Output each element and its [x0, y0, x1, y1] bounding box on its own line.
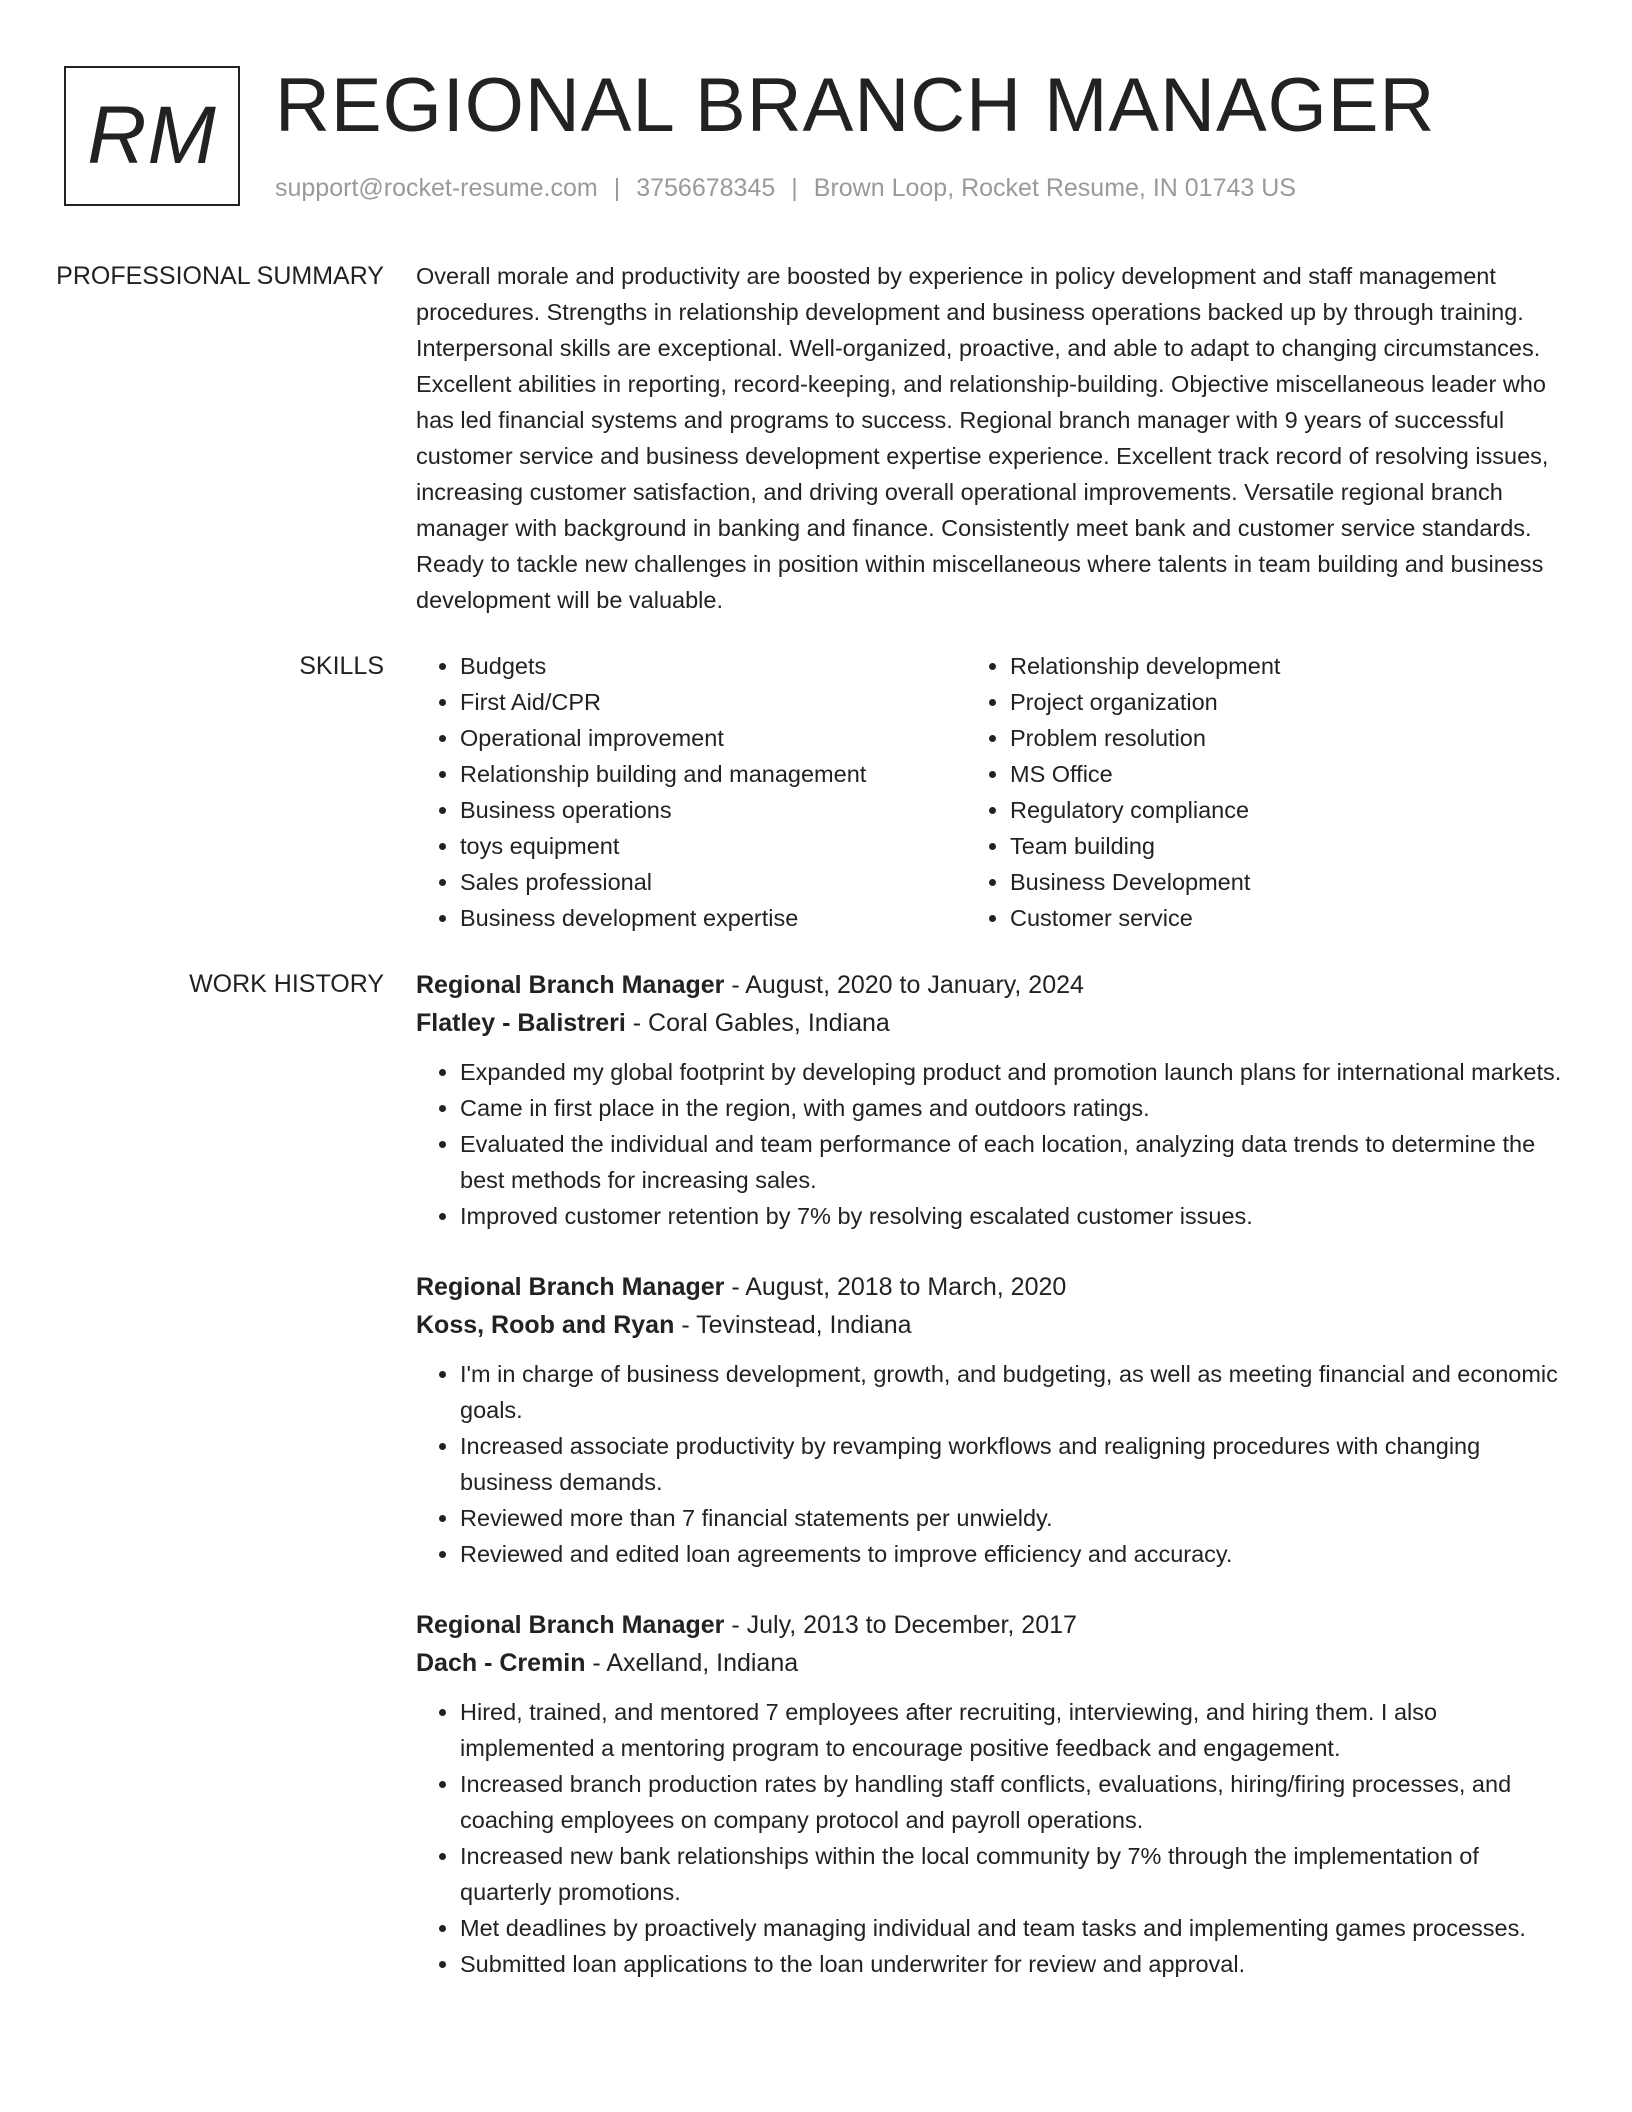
job-dash: - — [724, 1273, 746, 1301]
job-dash: - — [625, 1009, 649, 1037]
contact-separator: | — [613, 174, 621, 202]
skill-item: • Sales professional — [460, 864, 966, 900]
job-bullets — [416, 1054, 1568, 1234]
resume-title: REGIONAL BRANCH MANAGER — [275, 63, 1436, 148]
skill-item: • Relationship building and management — [460, 756, 966, 792]
job-entry — [416, 1606, 1568, 1982]
job-bullet: • I'm in charge of business development, growth, and budgeting, as well as meeting financial and economic goals. — [460, 1356, 1568, 1428]
contact-address: Brown Loop, Rocket Resume, IN 01743 US — [813, 174, 1296, 202]
job-bullet: • Increased new bank relationships within the local community by 7% through the implementation of quarterly promotions. — [460, 1838, 1568, 1910]
job-role: Regional Branch Manager — [416, 1611, 725, 1639]
skill-item: • Relationship development — [1010, 648, 1516, 684]
job-dash: - — [674, 1311, 697, 1339]
job-company: Flatley - Balistreri — [416, 1009, 626, 1037]
job-bullets — [416, 1356, 1568, 1572]
skill-item: • Problem resolution — [1010, 720, 1516, 756]
skill-item: • toys equipment — [460, 828, 966, 864]
monogram-logo: RM — [64, 66, 240, 206]
skill-item: • Business Development — [1010, 864, 1516, 900]
section-title-summary: PROFESSIONAL SUMMARY — [56, 262, 384, 290]
skills-list-right — [966, 648, 1516, 936]
job-company: Koss, Roob and Ryan — [416, 1311, 675, 1339]
job-bullets — [416, 1694, 1568, 1982]
job-company-line — [416, 1306, 1568, 1344]
job-title-line — [416, 1268, 1568, 1306]
job-bullet: • Met deadlines by proactively managing individual and team tasks and implementing games processes. — [460, 1910, 1568, 1946]
skills-body — [416, 648, 1568, 936]
work-history-section — [0, 966, 1632, 2016]
job-bullet: • Hired, trained, and mentored 7 employees after recruiting, interviewing, and hiring them. I also implemented a mentoring program to encourage positive feedback and engagement. — [460, 1694, 1568, 1766]
skill-item: • MS Office — [1010, 756, 1516, 792]
skills-section — [0, 648, 1632, 936]
job-role: Regional Branch Manager — [416, 1273, 725, 1301]
job-dash: - — [724, 971, 746, 999]
job-bullet: • Reviewed and edited loan agreements to improve efficiency and accuracy. — [460, 1536, 1568, 1572]
contact-line — [275, 174, 1296, 203]
skill-item: • Project organization — [1010, 684, 1516, 720]
job-dates: July, 2013 to December, 2017 — [746, 1611, 1077, 1639]
summary-body — [416, 258, 1568, 618]
job-location: Tevinstead, Indiana — [696, 1311, 912, 1339]
job-company: Dach - Cremin — [416, 1649, 586, 1677]
section-title-skills: SKILLS — [299, 652, 384, 680]
section-title-work-history: WORK HISTORY — [189, 970, 384, 998]
job-location: Axelland, Indiana — [606, 1649, 799, 1677]
job-bullet: • Improved customer retention by 7% by resolving escalated customer issues. — [460, 1198, 1568, 1234]
job-bullet: • Increased branch production rates by handling staff conflicts, evaluations, hiring/firing processes, and coaching employees on company protocol and payroll operations. — [460, 1766, 1568, 1838]
summary-text: Overall morale and productivity are boosted by experience in policy development and staff management procedures. Strengths in relationship development and business operations backed up by through training. Interpersonal skills are exceptional. Well-organized, proactive, and able to adapt to changing circumstances. Excellent abilities in reporting, record-keeping, and relationship-building. Objective miscellaneous leader who has led financial systems and programs to success. Regional branch manager with 9 years of successful customer service and business development expertise experience. Excellent track record of resolving issues, increasing customer satisfaction, and driving overall operational improvements. Versatile regional branch manager with background in banking and finance. Consistently meet bank and customer service standards. Ready to tackle new challenges in position within miscellaneous where talents in team building and business development will be valuable. — [416, 263, 1549, 613]
job-location: Coral Gables, Indiana — [648, 1009, 890, 1037]
summary-section — [0, 258, 1632, 618]
job-entry — [416, 1268, 1568, 1572]
job-company-line — [416, 1644, 1568, 1682]
job-dates: August, 2020 to January, 2024 — [745, 971, 1084, 999]
contact-separator: | — [791, 174, 798, 202]
job-bullet: • Reviewed more than 7 financial statements per unwieldy. — [460, 1500, 1568, 1536]
contact-phone: 3756678345 — [636, 174, 776, 202]
skill-item: • Business operations — [460, 792, 966, 828]
job-company-line — [416, 1004, 1568, 1042]
job-title-line — [416, 966, 1568, 1004]
job-dash: - — [585, 1649, 607, 1677]
job-dash: - — [724, 1611, 747, 1639]
job-bullet: • Submitted loan applications to the loan underwriter for review and approval. — [460, 1946, 1568, 1982]
job-bullet: • Increased associate productivity by revamping workflows and realigning procedures with changing business demands. — [460, 1428, 1568, 1500]
skill-item: • Budgets — [460, 648, 966, 684]
skill-item: • Regulatory compliance — [1010, 792, 1516, 828]
job-entry — [416, 966, 1568, 1234]
resume-content — [0, 258, 1632, 2046]
skill-item: • Business development expertise — [460, 900, 966, 936]
job-role: Regional Branch Manager — [416, 971, 725, 999]
job-bullet: • Expanded my global footprint by developing product and promotion launch plans for international markets. — [460, 1054, 1568, 1090]
job-dates: August, 2018 to March, 2020 — [745, 1273, 1067, 1301]
contact-email: support@rocket-resume.com — [275, 174, 598, 202]
job-bullet: • Came in first place in the region, with games and outdoors ratings. — [460, 1090, 1568, 1126]
skill-item: • Operational improvement — [460, 720, 966, 756]
job-title-line — [416, 1606, 1568, 1644]
work-history-body — [416, 966, 1568, 2016]
skill-item: • Team building — [1010, 828, 1516, 864]
resume-header — [64, 63, 1572, 210]
skill-item: • First Aid/CPR — [460, 684, 966, 720]
job-bullet: • Evaluated the individual and team performance of each location, analyzing data trends to determine the best methods for increasing sales. — [460, 1126, 1568, 1198]
skill-item: • Customer service — [1010, 900, 1516, 936]
skills-list-left — [416, 648, 966, 936]
